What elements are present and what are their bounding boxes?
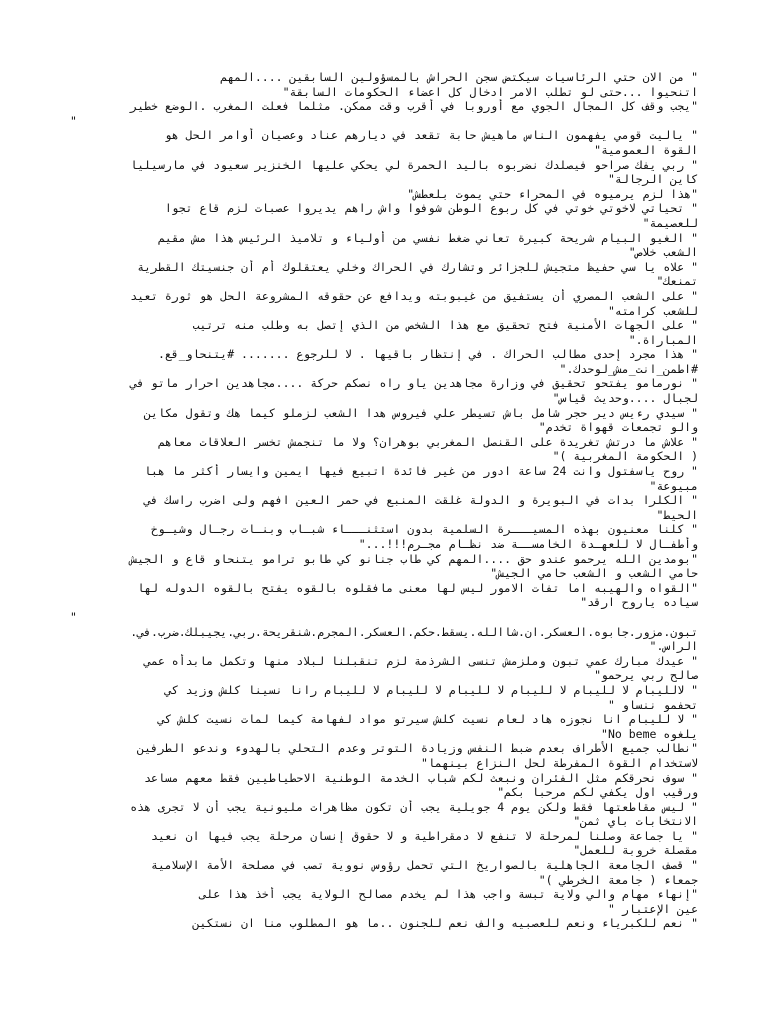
text-line: "يجب وقف كل المجال الجوي مع أوروبا في أقرب وقت ممكن. مثلما فعلت المغرب .الوضع خطير bbox=[130, 99, 698, 114]
text-line: والو تجمعات قهواة تخدم" bbox=[538, 420, 698, 435]
text-line: المباراة." bbox=[628, 332, 698, 347]
text-line: لجبال ....وحديث قياس" bbox=[552, 391, 698, 406]
text-line: صالح ربي يرحمو" bbox=[594, 668, 698, 683]
text-line: اتنحيوا ...حتى لو تطلب الامر ادخال كل اعضاء الحكومات السابقة" bbox=[282, 84, 698, 99]
text-line: " الكلرا بدات في البويرة و الدولة غلقت المنبع في حمر العين افهم ولى اضرب راسك في bbox=[144, 493, 698, 508]
text-line: " من الان حتي الرئاسيات سيكتض سجن الحراش بالمسؤولين السابقين ....المهم bbox=[220, 70, 698, 84]
text-line: " نورمامو يفتحو تحقيق في وزارة مجاهدين ياو راه نصكم حركة ....مجاهدين احرار ماتو في bbox=[130, 376, 698, 391]
text-line: " على الشعب المصري أن يستفيق من غيبوبته ويدافع عن حقوقه المشروعة الحل هو ثورة تعيد bbox=[130, 288, 698, 303]
text-line: يلغوه No beme" bbox=[601, 726, 698, 741]
text-line: "هذا لزم يرميوه في المحراء حتي يموت بلعطش" bbox=[407, 186, 698, 201]
text-line: الحيط" bbox=[656, 507, 698, 522]
text-line: " علاش ما درتش تغريدة على القنصل المغربي بوهران؟ ولا ما تنجمش تخسر العلاقات معاهم bbox=[157, 434, 698, 449]
text-line: " لا لليبام انا نجوزه هاد لعام نسيت كلش سيرتو مواد لفهامة كيما لمات نسيت كلش كي bbox=[157, 712, 698, 727]
text-line: مقصلة خروبة للعمل" bbox=[573, 843, 698, 858]
text-line: " تحياتي لاخوتي خوتي في كل ربوع الوطن شوفوا واش راهم يديروا عصبات لزم قاع تجوا bbox=[164, 201, 698, 216]
text-line: ( الحكومة المغربية )" bbox=[552, 449, 698, 464]
document-page bbox=[70, 70, 698, 931]
text-line: #اطمن_انت_مش_لوحدك." bbox=[559, 361, 698, 376]
text-line: "نطالب جميع الأطراف بعدم ضبط النفس وزيادة التوتر وعدم التحلي بالهدوء وندعو الطرفين bbox=[137, 741, 698, 756]
text-line: " ربي يفك صراحو فيصلدك نضربوه باليد الحمرة لي يحكي عليها الخنزير سعيود في مارسيليا bbox=[130, 157, 698, 172]
text-line: "إنهاء مهام والي ولاية تبسة واجب هذا لم يخدم مصالح الولاية يجب أخذ هذا على bbox=[199, 887, 698, 902]
text-line: تبون.مزور.جابوه.العسكر.ان.شاالله.يسقط.حكم.العسكر.المجرم.شنقريحة.ربي.يجيبلك.ضرب.في. bbox=[130, 624, 698, 639]
text-line: " على الجهات الأمنية فتح تحقيق مع هذا الشخص من الذي إتصل به وطلب منه ترتيب bbox=[192, 318, 698, 333]
text-line: " bbox=[70, 609, 77, 624]
text-line: " هذا مجرد إحدى مطالب الحراك . في إنتظار باقيها . لا للرجوع ....... #يتنحاو_قع. bbox=[157, 347, 698, 362]
text-line: تحفمو ننساو " bbox=[607, 697, 698, 712]
text-line: الانتخابات باي ثمن" bbox=[573, 814, 698, 829]
text-line: حامي الشعب و الشعب حامي الجيش" bbox=[490, 566, 698, 581]
text-line: " روح ياسفتول وانت 24 ساعة ادور من غير فائدة اتبيع فيها ايمين وايسار أكثر ما هبا bbox=[144, 464, 698, 479]
text-line: " كلنا معنيون بهذه المسيـــرة السلمية بدون استثنـــاء شبـاب وبنـات رجـال وشيـوخ bbox=[151, 522, 698, 537]
text-line: " لالليبام لا لليبام لا لليبام لا لليبام لا لليبام لا لليبام رانا نسينا كلش وزيد كي bbox=[164, 682, 698, 697]
text-line: " الغيو البيام شريحة كبيرة تعاني ضغط نفسي من أولياء و تلاميذ الرئيس هذا مش مقيم bbox=[157, 230, 698, 245]
text-line: وأطفـال لا للعهـدة الخامســة ضد نظـام مجـرم!!!..." bbox=[358, 537, 698, 551]
text-line: " ليس مقاطعتها فقط ولكن يوم 4 جويلية يجب أن تكون مظاهرات مليونية يجب أن لا تجرى هذه bbox=[130, 799, 698, 814]
text-line: مبيوعة" bbox=[649, 478, 698, 493]
text-line: " bbox=[70, 113, 77, 128]
text-line: " نعم للكبرياء ونعم للعصبيه والف نعم للجنون ..ما هو المطلوب منا ان نستكين bbox=[192, 916, 698, 931]
text-line: سياده ياروح ارقد" bbox=[580, 595, 698, 610]
text-line: للشعب كرامته" bbox=[607, 303, 698, 318]
text-line: " سوف نحرقكم مثل الفئران ونبعث لكم شباب الخدمة الوطنية الاحطياطيين فقط معهم مساعد bbox=[144, 770, 698, 785]
text-line: القوة العمومية" bbox=[594, 142, 698, 157]
text-line: " يا جماعة وصلنا لمرحلة لا تنفع لا دمقراطية و لا حقوق إنسان مرحلة يجب فيها ان نعيد bbox=[151, 828, 698, 843]
text-line: جمعاء ( جامعة الخرطي )" bbox=[538, 872, 698, 887]
text-line: تمنعك" bbox=[656, 274, 698, 289]
text-line: عين الإعتبار " bbox=[607, 901, 698, 916]
text-line: كاين الرجالة" bbox=[607, 172, 698, 187]
text-line: الشعب خلاص" bbox=[628, 245, 698, 260]
text-line: " علاه يا سي حفيظ متجيش للجزائر وتشارك في الحراك وخلي يعتقلوك أم أن جنسيتك القطرية bbox=[137, 259, 698, 274]
text-line: لاستخدام القوة المفرطة لحل النزاع بينهما" bbox=[421, 755, 698, 770]
text-line: "بومدين الله يرحمو عندو حق ....المهم كي طاب جنانو كي طابو ترامو يتنحاو قاع و الجيش bbox=[130, 551, 698, 566]
text-line: " عيدك مبارك عمي تبون وملزمش تنسى الشرذمة لزم تنقبلنا لبلاد منها وتكمل مابدأه عمي bbox=[144, 653, 698, 668]
text-line: ورقيب اول يكفي لكم مرحبا بكم" bbox=[497, 785, 698, 800]
text-line: " ياليت قومي يفهمون الناس ماهيش حابة تقعد في ديارهم عناد وعصيان أوامر الحل هو bbox=[164, 128, 698, 143]
text-line: للعصيمة" bbox=[642, 215, 698, 230]
text-line: " سيدي رءيس دير حجر شامل باش تسيطر علي فيروس هدا الشعب لزملو كيما هك وتقول مكاين bbox=[144, 405, 698, 420]
text-line: "القواه والهيبه اما تفات الامور ليس لها معنى مافقلوه بالقوه يفتح بالقوه الدوله لها bbox=[137, 580, 698, 595]
text-line: " قصف الجامعة الجاهلية بالصواريخ التي تحمل رؤوس نووية تصب في مصلحة الأمة الإسلامية bbox=[151, 858, 698, 873]
text-line: الراس." bbox=[649, 639, 698, 654]
